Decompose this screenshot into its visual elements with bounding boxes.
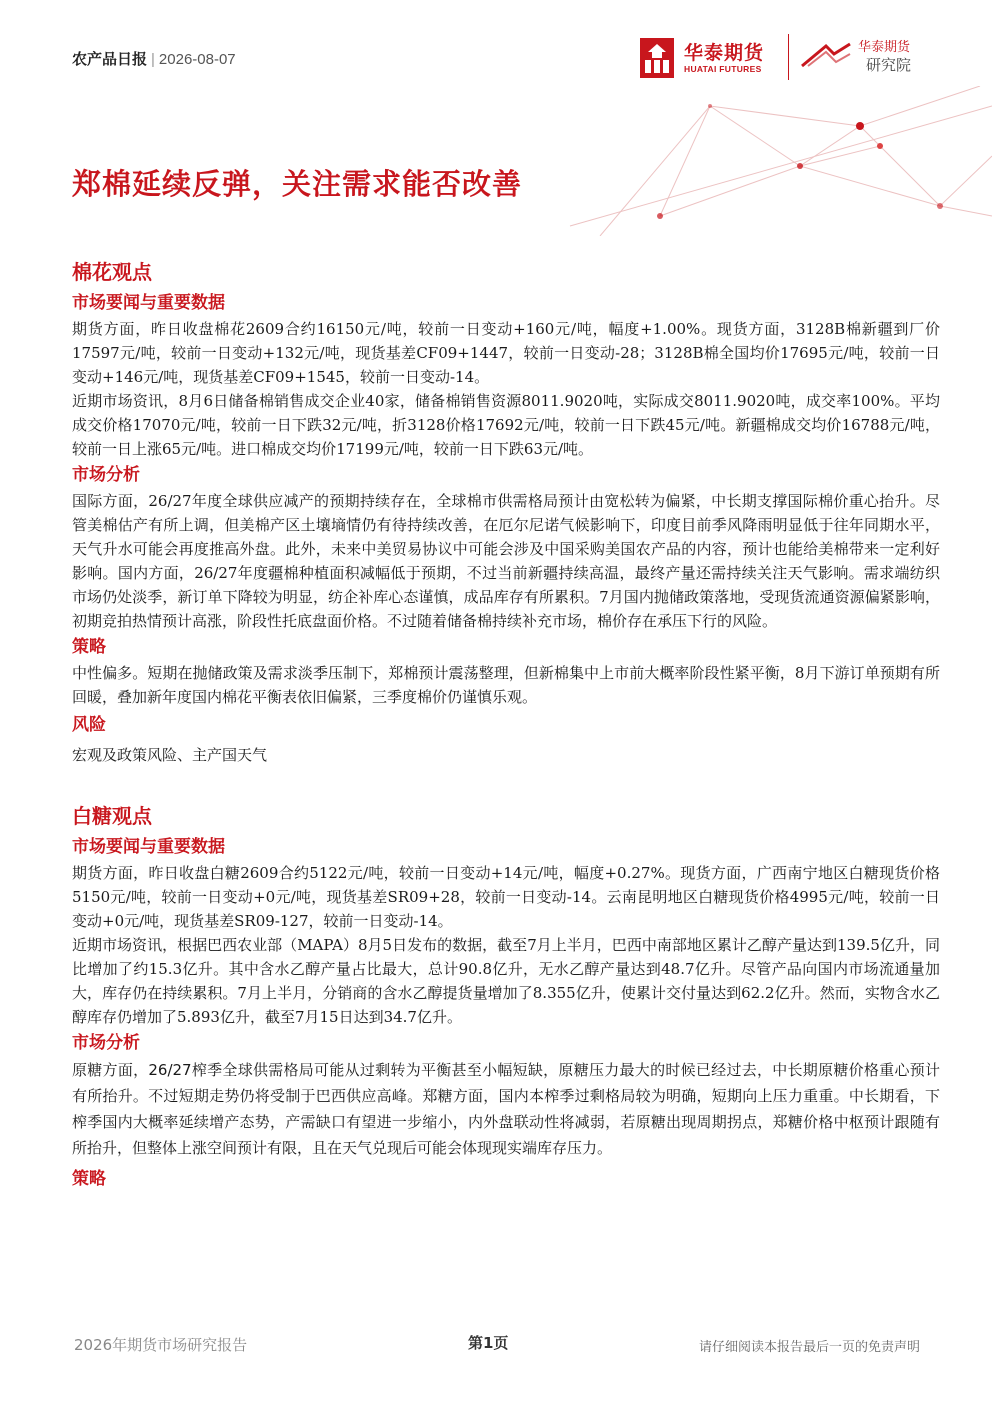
cotton-risk-heading: 风险 <box>72 715 106 735</box>
sugar-news-paragraph-2: 近期市场资讯，根据巴西农业部（MAPA）8月5日发布的数据，截至7月上半月，巴西中南部地区累计乙醇产量达到139.5亿升，同比增加了约15.3亿升。其中含水乙醇产量占比最大，总计90.8亿升，无水乙醇产量达到48.7亿升。尽管产品向国内市场流通量加大，库存仍在持续累积。7月上半月，分销商的含水乙醇提货量增加了8.355亿升，使累计交付量达到62.2亿升。然而，实物含水乙醇库存仍增加了5.893亿升，截至7月15日达到34.7亿升。 <box>72 936 940 1026</box>
cotton-strategy-paragraph: 中性偏多。短期在抛储政策及需求淡季压制下，郑棉预计震荡整理，但新棉集中上市前大概率阶段性紧平衡，8月下游订单预期有所回暖，叠加新年度国内棉花平衡表依旧偏紧，三季度棉价仍谨慎乐观。 <box>72 664 940 706</box>
sugar-news-paragraph-1: 期货方面，昨日收盘白糖2609合约5122元/吨，较前一日变动+14元/吨，幅度+0.27%。现货方面，广西南宁地区白糖现货价格5150元/吨，较前一日变动+0元/吨，现货基差SR09+28，较前一日变动-14。云南昆明地区白糖现货价格4995元/吨，较前一日变动+0元/吨，现货基差SR09-127，较前一日变动-14。 <box>72 864 940 930</box>
sugar-heading: 白糖观点 <box>72 804 152 828</box>
institute-name-line2: 研究院 <box>866 56 912 74</box>
footer-report-name: 2026年期货市场研究报告 <box>74 1336 248 1354</box>
sugar-analysis-paragraph: 原糖方面，26/27榨季全球供需格局可能从过剩转为平衡甚至小幅短缺，原糖压力最大的时候已经过去，中长期原糖价格重心预计有所抬升。不过短期走势仍将受制于巴西供应高峰。郑糖方面，国内本榨季过剩格局较为明确，短期向上压力重重。中长期看，下榨季国内大概率延续增产态势，产需缺口有望进一步缩小，内外盘联动性将减弱，若原糖出现周期拐点，郑糖价格中枢预计跟随有所抬升，但整体上涨空间预计有限，且在天气兑现后可能会体现现实端库存压力。 <box>72 1061 940 1157</box>
footer-disclaimer-note: 请仔细阅读本报告最后一页的免责声明 <box>698 1340 920 1355</box>
sugar-news-heading: 市场要闻与重要数据 <box>72 837 225 857</box>
report-type: 农产品日报 <box>72 51 148 68</box>
cotton-analysis-paragraph: 国际方面，26/27年度全球供应减产的预期持续存在，全球棉市供需格局预计由宽松转为偏紧，中长期支撑国际棉价重心抬升。尽管美棉估产有所上调，但美棉产区土壤墒情仍有待持续改善，在厄尔尼诺气候影响下，印度目前季风降雨明显低于往年同期水平，天气升水可能会再度推高外盘。此外，未来中美贸易协议中可能会涉及中国采购美国农产品的内容，预计也能给美棉带来一定利好影响。国内方面，26/27年度疆棉种植面积减幅低于预期，不过当前新疆持续高温，最终产量还需持续关注天气影响。需求端纺织市场仍处淡季，新订单下降较为明显，纺企补库心态谨慎，成品库存有所累积。7月国内抛储政策落地，受现货流通资源偏紧影响，初期竞拍热情预计高涨，阶段性托底盘面价格。不过随着储备棉持续补充市场，棉价存在承压下行的风险。 <box>72 492 940 630</box>
huatai-logo <box>640 34 930 84</box>
report-date: 2026-08-07 <box>158 51 236 68</box>
institute-name-line1: 华泰期货 <box>858 40 911 55</box>
report-content <box>72 255 940 1193</box>
header-separator: | <box>151 51 155 68</box>
sugar-strategy-heading: 策略 <box>72 1169 106 1189</box>
page-footer <box>72 1330 920 1358</box>
cotton-strategy-heading: 策略 <box>72 637 106 657</box>
cotton-news-heading: 市场要闻与重要数据 <box>72 293 225 313</box>
decorative-network-graphic <box>560 86 992 236</box>
logo-cn-text: 华泰期货 <box>684 42 765 64</box>
logo-divider <box>788 34 789 80</box>
cotton-heading: 棉花观点 <box>72 260 152 284</box>
cotton-analysis-heading: 市场分析 <box>72 465 140 485</box>
page-title: 郑棉延续反弹，关注需求能否改善 <box>72 167 523 201</box>
logo-en-text: HUATAI FUTURES <box>684 64 762 74</box>
cotton-news-paragraph-2: 近期市场资讯，8月6日储备棉销售成交企业40家，储备棉销售资源8011.9020吨，实际成交8011.9020吨，成交率100%。平均成交价格17070元/吨，较前一日下跌32元/吨，折3128价格17692元/吨，较前一日下跌45元/吨。新疆棉成交均价16788元/吨，较前一日上涨65元/吨。进口棉成交均价17199元/吨，较前一日下跌63元/吨。 <box>72 392 940 458</box>
huatai-logo-icon <box>640 38 674 78</box>
cotton-section <box>72 255 940 767</box>
footer-page-number: 第1页 <box>468 1334 509 1352</box>
cotton-news-paragraph-1: 期货方面，昨日收盘棉花2609合约16150元/吨，较前一日变动+160元/吨，幅度+1.00%。现货方面，3128B棉新疆到厂价17597元/吨，较前一日变动+132元/吨，现货基差CF09+1447，较前一日变动-28；3128B棉全国均价17695元/吨，较前一日变动+146元/吨，现货基差CF09+1545，较前一日变动-14。 <box>72 320 940 386</box>
sugar-section <box>72 799 940 1193</box>
report-header-meta <box>72 48 236 69</box>
sugar-analysis-heading: 市场分析 <box>72 1033 140 1053</box>
cotton-risk-paragraph: 宏观及政策风险、主产国天气 <box>72 746 268 764</box>
institute-logo-icon <box>800 40 852 70</box>
